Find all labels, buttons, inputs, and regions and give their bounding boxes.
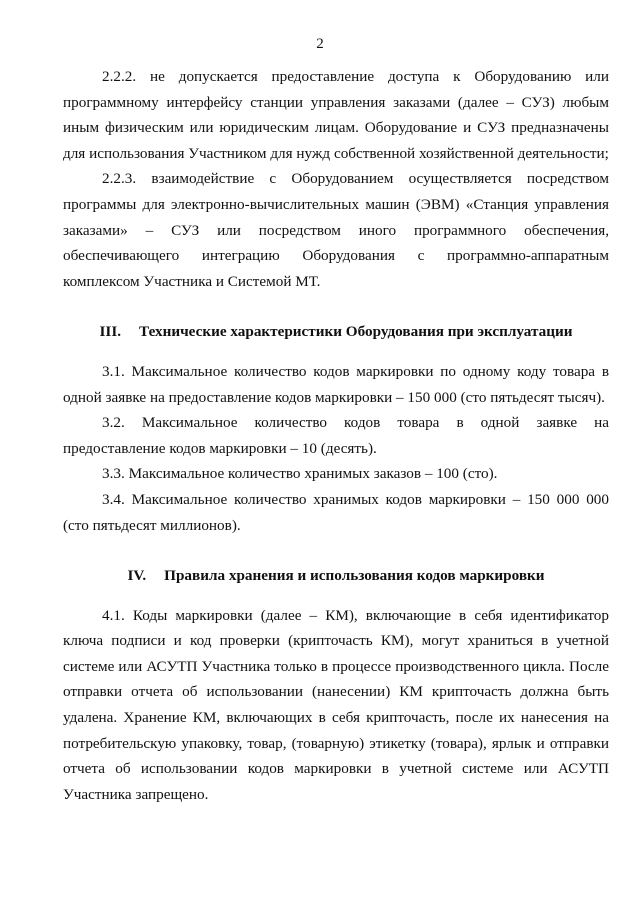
paragraph-3-2: 3.2. Максимальное количество кодов товара в одной заявке на предоставление кодов маркировки – 10 (десять). — [63, 414, 609, 457]
paragraph-4-1: 4.1. Коды маркировки (далее – КМ), включающие в себя идентификатор ключа подписи и код проверки (крипточасть КМ), могут храниться в учетной системе или АСУТП Участника только в процессе производственного цикла. После отправки отчета об использовании (нанесении) КМ крипточасть должна быть удалена. Хранение КМ, включающих в себя крипточасть, после их нанесения на потребительскую упаковку, товар, (товарную) этикетку (товара), ярлык и отправки отчета об использовании кодов маркировки в учетной системе или АСУТП Участника запрещено. — [63, 606, 609, 803]
page-number: 2 — [316, 36, 324, 52]
paragraph-2-2-2: 2.2.2. не допускается предоставление доступа к Оборудованию или программному интерфейсу станции управления заказами (далее – СУЗ) любым иным физическим или юридическим лицам. Оборудование и СУЗ предназначены для использования Участником для нужд собственной хозяйственной деятельности; — [63, 68, 609, 162]
section-3-number: III. — [99, 323, 122, 341]
section-4-title: Правила хранения и использования кодов маркировки — [164, 567, 545, 585]
paragraph-3-3: 3.3. Максимальное количество хранимых заказов – 100 (сто). — [102, 465, 498, 483]
section-3-heading — [63, 319, 609, 345]
paragraph-3-4: 3.4. Максимальное количество хранимых кодов маркировки – 150 000 000 (сто пятьдесят миллионов). — [63, 490, 609, 534]
paragraph-3-1: 3.1. Максимальное количество кодов маркировки по одному коду товара в одной заявке на предоставление кодов маркировки – 150 000 (сто пятьдесят тысяч). — [63, 362, 609, 406]
section-4-number: IV. — [127, 567, 147, 585]
document-body — [63, 64, 609, 807]
section-3-title: Технические характеристики Оборудования при эксплуатации — [139, 323, 573, 341]
paragraph-2-2-3: 2.2.3. взаимодействие с Оборудованием осуществляется посредством программы для электронно-вычислительных машин (ЭВМ) «Станция управления заказами» – СУЗ или посредством иного программного обеспечения, обеспечивающего интеграцию Оборудования с программно-аппаратным комплексом Участника и Системой МТ. — [63, 170, 609, 290]
section-4-heading — [63, 563, 609, 589]
